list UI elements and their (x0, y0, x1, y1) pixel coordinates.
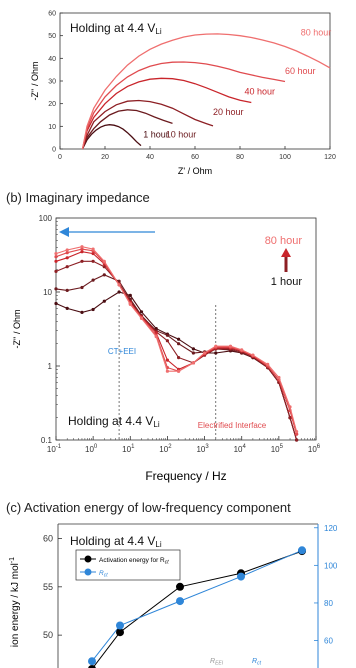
chart-b-series-point (92, 248, 95, 251)
chart-b-series-point (92, 279, 95, 282)
chart-b-xtick-label: $10^4$ (233, 444, 246, 454)
chart-a (0, 0, 356, 180)
chart-b-legend-80: 80 hour (264, 235, 302, 247)
chart-b-annotation: Holding at 4.4 VLi (68, 414, 160, 429)
chart-c (0, 518, 356, 668)
chart-b-legend-arrow-head (281, 248, 291, 257)
chart-b-series-point (140, 317, 143, 320)
chart-b-series-point (214, 351, 217, 354)
chart-c-ylabel: ion energy / kJ mol$^{-1}$ (9, 556, 21, 648)
chart-a-ytick-label: 20 (48, 101, 56, 109)
chart-b-series-point (140, 310, 143, 313)
chart-b-series-point (177, 356, 180, 359)
chart-b-series-point (66, 307, 69, 310)
chart-b-xlabel: Frequency / Hz (145, 469, 227, 483)
chart-c-bottom-label-1: $R_{EEI}$ (210, 658, 224, 667)
chart-c-y2tick-label: 80 (324, 598, 333, 608)
chart-b-series-point (54, 252, 57, 255)
chart-b-series-point (54, 260, 57, 263)
chart-b-series-point (192, 361, 195, 364)
chart-a-xlabel: Z' / Ohm (177, 166, 213, 176)
panel-b-label: (b) Imaginary impedance (6, 190, 150, 205)
chart-b-series-point (118, 283, 121, 286)
chart-b-series-point (54, 287, 57, 290)
chart-b-series-point (80, 245, 83, 248)
chart-b-series-point (177, 370, 180, 373)
chart-b-xtick-label: $10^1$ (122, 444, 135, 454)
chart-c-point (88, 657, 96, 665)
chart-b-series-point (266, 363, 269, 366)
chart-b-series-point (288, 405, 291, 408)
chart-a-xtick-label: 100 (279, 154, 291, 161)
chart-c-legend-marker-1 (85, 556, 92, 563)
chart-a-series-label: 40 hour (244, 86, 276, 97)
chart-a-xtick-label: 0 (58, 154, 62, 161)
chart-a-series-label: 1 hour (143, 129, 169, 140)
chart-c-y2tick-label: 100 (324, 561, 338, 571)
chart-a-ylabel: -Z'' / Ohm (30, 61, 40, 101)
chart-b-series-point (192, 351, 195, 354)
chart-a-ytick-label: 60 (48, 10, 56, 18)
chart-b-series-point (277, 376, 280, 379)
chart-b-series-point (177, 338, 180, 341)
chart-c-ytick-label: 55 (42, 581, 53, 592)
chart-b-xtick-label: $10^6$ (307, 444, 321, 454)
chart-a-xtick-label: 60 (191, 154, 199, 161)
chart-c-bottom-label-2: $R_{ct}$ (252, 658, 261, 667)
chart-b-series-point (66, 256, 69, 259)
chart-b (0, 210, 356, 490)
chart-b-series-point (203, 351, 206, 354)
chart-b-xtick-label: $10^5$ (270, 444, 283, 454)
chart-b-series-point (54, 270, 57, 273)
chart-a-series-label: 10 hour (165, 129, 197, 140)
chart-b-series-point (214, 345, 217, 348)
chart-a-annotation: Holding at 4.4 VLi (70, 21, 162, 36)
chart-b-xtick-label: $10^3$ (196, 444, 209, 454)
chart-b-label-ct: CT+EEI (107, 347, 137, 356)
chart-c-annotation: Holding at 4.4 VLi (70, 534, 162, 549)
chart-a-xtick-label: 20 (101, 154, 109, 161)
panel-c-label: (c) Activation energy of low-frequency component (6, 500, 291, 515)
chart-b-series-point (166, 370, 169, 373)
chart-c-point (237, 573, 245, 581)
chart-a-xtick-label: 40 (146, 154, 154, 161)
chart-a-series-label: 20 hour (213, 107, 244, 117)
chart-b-xtick-label: $10^{-1}$ (46, 444, 62, 454)
chart-c-y2tick-label: 120 (324, 523, 338, 533)
chart-b-series-point (240, 348, 243, 351)
chart-b-series-point (54, 255, 57, 258)
chart-a-xtick-label: 80 (236, 154, 244, 161)
chart-c-y2tick-label: 60 (324, 636, 333, 646)
chart-b-series-point (229, 345, 232, 348)
chart-b-series-point (251, 354, 254, 357)
chart-b-series-point (66, 289, 69, 292)
chart-b-series-point (92, 308, 95, 311)
chart-b-ytick-label: 1 (47, 362, 52, 371)
chart-a-series-line (83, 125, 142, 149)
chart-a-ytick-label: 40 (48, 55, 56, 63)
chart-c-legend-text-2: $R_{ct}$ (99, 570, 108, 579)
chart-a-ytick-label: 30 (48, 78, 56, 86)
chart-c-point (298, 546, 306, 554)
chart-b-series-line (56, 247, 297, 432)
chart-b-ylabel: -Z'' / Ohm (12, 309, 22, 349)
chart-b-series-point (166, 339, 169, 342)
chart-b-ytick-label: 0.1 (40, 436, 52, 445)
chart-b-xtick-label: $10^0$ (85, 444, 98, 454)
chart-b-series-point (155, 335, 158, 338)
chart-b-series-point (80, 286, 83, 289)
chart-b-label-interface: Electrified Interface (197, 421, 267, 430)
chart-b-series-point (166, 359, 169, 362)
chart-c-legend-text-1: Activation energy for $R_{ct}$ (99, 557, 169, 566)
chart-a-ytick-label: 50 (48, 33, 56, 41)
chart-b-series-point (92, 260, 95, 263)
chart-c-point (176, 597, 184, 605)
chart-b-series-point (166, 334, 169, 337)
chart-b-series-point (129, 303, 132, 306)
chart-c-ytick-label: 60 (42, 533, 53, 544)
chart-b-xtick-label: $10^2$ (159, 444, 172, 454)
chart-a-series-label: 60 hour (285, 66, 316, 77)
chart-b-series-point (54, 302, 57, 305)
chart-b-series-point (80, 311, 83, 314)
chart-b-ytick-label: 100 (38, 214, 52, 223)
chart-b-series-point (295, 438, 298, 441)
chart-b-series-point (80, 260, 83, 263)
chart-b-series-point (118, 290, 121, 293)
chart-b-series-point (66, 265, 69, 268)
chart-c-ytick-label: 50 (42, 630, 53, 641)
chart-a-xtick-label: 120 (324, 154, 336, 161)
chart-a-ytick-label: 0 (52, 146, 56, 154)
chart-b-ytick-label: 10 (43, 288, 52, 297)
chart-b-series-point (177, 342, 180, 345)
chart-b-series-point (103, 260, 106, 263)
chart-b-series-point (66, 248, 69, 251)
chart-b-series-point (295, 430, 298, 433)
chart-b-series-point (103, 300, 106, 303)
chart-b-series-point (192, 347, 195, 350)
chart-c-point (116, 622, 124, 630)
chart-b-series-point (103, 273, 106, 276)
chart-a-series-label: 80 hour (300, 27, 332, 38)
chart-a-ytick-label: 10 (48, 123, 56, 131)
chart-b-legend-1: 1 hour (270, 276, 302, 288)
chart-c-legend-marker-2 (85, 569, 92, 576)
chart-c-point (176, 583, 184, 591)
chart-b-arrow-head (59, 227, 69, 237)
